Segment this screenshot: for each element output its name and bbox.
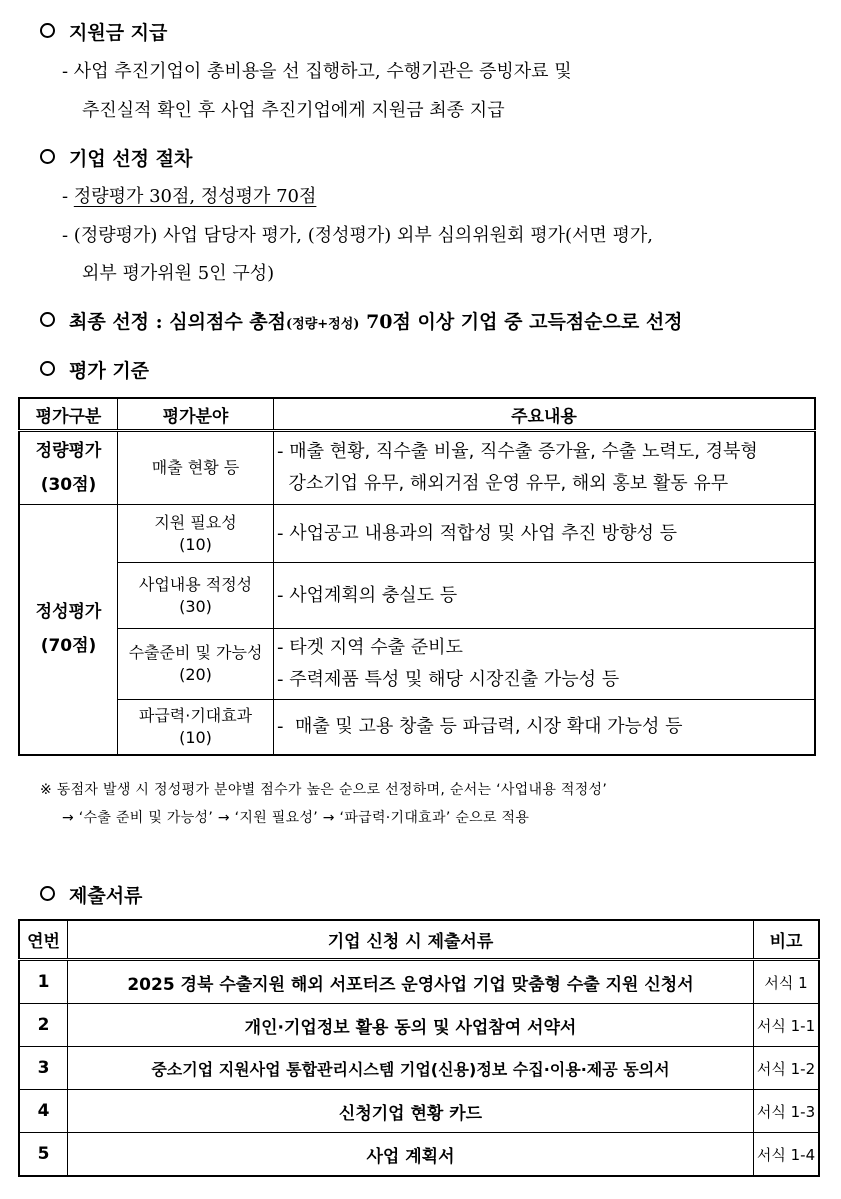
doc-name-cell: 신청기업 현황 카드 <box>68 1090 754 1133</box>
table-header-row <box>19 920 819 960</box>
circle-bullet-icon <box>40 886 55 901</box>
section-title-final-selection: 최종 선정 : 심의점수 총점(정량+정성) 70점 이상 기업 중 고득점순으로 선정 <box>40 307 683 334</box>
quant-category-cell: 정량평가 (30점) <box>19 431 118 505</box>
doc-number-cell: 5 <box>19 1133 68 1177</box>
table-row <box>19 563 815 629</box>
doc-name-cell: 중소기업 지원사업 통합관리시스템 기업(신용)정보 수집·이용·제공 동의서 <box>68 1047 754 1090</box>
table-row <box>19 1047 819 1090</box>
qual-field-cell: 파급력·기대효과 (10) <box>118 700 274 755</box>
score-split-text: 정량평가 30점, 정성평가 70점 <box>73 186 317 207</box>
header-main-content: 주요내용 <box>274 398 816 431</box>
table-row <box>19 505 815 563</box>
qual-content-cell: - 사업공고 내용과의 적합성 및 사업 추진 방향성 등 <box>274 505 816 563</box>
table-header-row <box>19 398 815 431</box>
tiebreak-note-line-1: ※ 동점자 발생 시 정성평가 분야별 점수가 높은 순으로 선정하며, 순서는 ‘사업내용 적정성’ <box>40 782 608 798</box>
qual-field-cell: 사업내용 적정성 (30) <box>118 563 274 629</box>
table-row <box>19 629 815 700</box>
procedure-line-3: 외부 평가위원 5인 구성) <box>82 263 275 284</box>
table-row <box>19 1090 819 1133</box>
submission-documents-table <box>18 919 820 1177</box>
header-number: 연번 <box>19 920 68 960</box>
qual-content-cell: - 사업계획의 충실도 등 <box>274 563 816 629</box>
subsidy-line-1: - 사업 추진기업이 총비용을 선 집행하고, 수행기관은 증빙자료 및 <box>62 61 572 82</box>
evaluation-criteria-table <box>18 397 816 756</box>
header-document: 기업 신청 시 제출서류 <box>68 920 754 960</box>
doc-number-cell: 3 <box>19 1047 68 1090</box>
doc-name-cell: 2025 경북 수출지원 해외 서포터즈 운영사업 기업 맞춤형 수출 지원 신청서 <box>68 960 754 1004</box>
doc-number-cell: 1 <box>19 960 68 1004</box>
qual-content-cell: - 타겟 지역 수출 준비도 - 주력제품 특성 및 해당 시장진출 가능성 등 <box>274 629 816 700</box>
circle-bullet-icon <box>40 23 55 38</box>
doc-remark-cell: 서식 1 <box>754 960 820 1004</box>
doc-remark-cell: 서식 1-1 <box>754 1004 820 1047</box>
table-row <box>19 431 815 505</box>
quant-field-cell: 매출 현황 등 <box>118 431 274 505</box>
subsidy-line-2: 추진실적 확인 후 사업 추진기업에게 지원금 최종 지급 <box>82 100 505 121</box>
tiebreak-note-line-2: → ‘수출 준비 및 가능성’ → ‘지원 필요성’ → ‘파급력·기대효과’ 순으로 적용 <box>62 810 530 826</box>
header-eval-field: 평가분야 <box>118 398 274 431</box>
circle-bullet-icon <box>40 312 55 327</box>
table-row <box>19 960 819 1004</box>
section-title-submission-documents: 제출서류 <box>40 881 142 908</box>
procedure-line-2: - (정량평가) 사업 담당자 평가, (정성평가) 외부 심의위원회 평가(서면 평가, <box>62 225 653 246</box>
section-title-evaluation-criteria: 평가 기준 <box>40 356 149 383</box>
header-remark: 비고 <box>754 920 820 960</box>
qual-category-cell: 정성평가 (70점) <box>19 505 118 755</box>
section-title-selection-procedure: 기업 선정 절차 <box>40 144 192 171</box>
circle-bullet-icon <box>40 361 55 376</box>
qual-field-cell: 지원 필요성 (10) <box>118 505 274 563</box>
doc-remark-cell: 서식 1-2 <box>754 1047 820 1090</box>
quant-content-cell: - 매출 현황, 직수출 비율, 직수출 증가율, 수출 노력도, 경북형 강소기업 유무, 해외거점 운영 유무, 해외 홍보 활동 유무 <box>274 431 816 505</box>
table-row <box>19 700 815 755</box>
doc-number-cell: 2 <box>19 1004 68 1047</box>
qual-content-cell: - 매출 및 고용 창출 등 파급력, 시장 확대 가능성 등 <box>274 700 816 755</box>
procedure-line-1: - 정량평가 30점, 정성평가 70점 <box>62 186 317 207</box>
doc-remark-cell: 서식 1-3 <box>754 1090 820 1133</box>
doc-number-cell: 4 <box>19 1090 68 1133</box>
doc-remark-cell: 서식 1-4 <box>754 1133 820 1177</box>
doc-name-cell: 개인·기업정보 활용 동의 및 사업참여 서약서 <box>68 1004 754 1047</box>
doc-name-cell: 사업 계획서 <box>68 1133 754 1177</box>
header-eval-category: 평가구분 <box>19 398 118 431</box>
qual-field-cell: 수출준비 및 가능성 (20) <box>118 629 274 700</box>
circle-bullet-icon <box>40 149 55 164</box>
table-row <box>19 1133 819 1177</box>
table-row <box>19 1004 819 1047</box>
section-title-subsidy-payment: 지원금 지급 <box>40 18 167 45</box>
